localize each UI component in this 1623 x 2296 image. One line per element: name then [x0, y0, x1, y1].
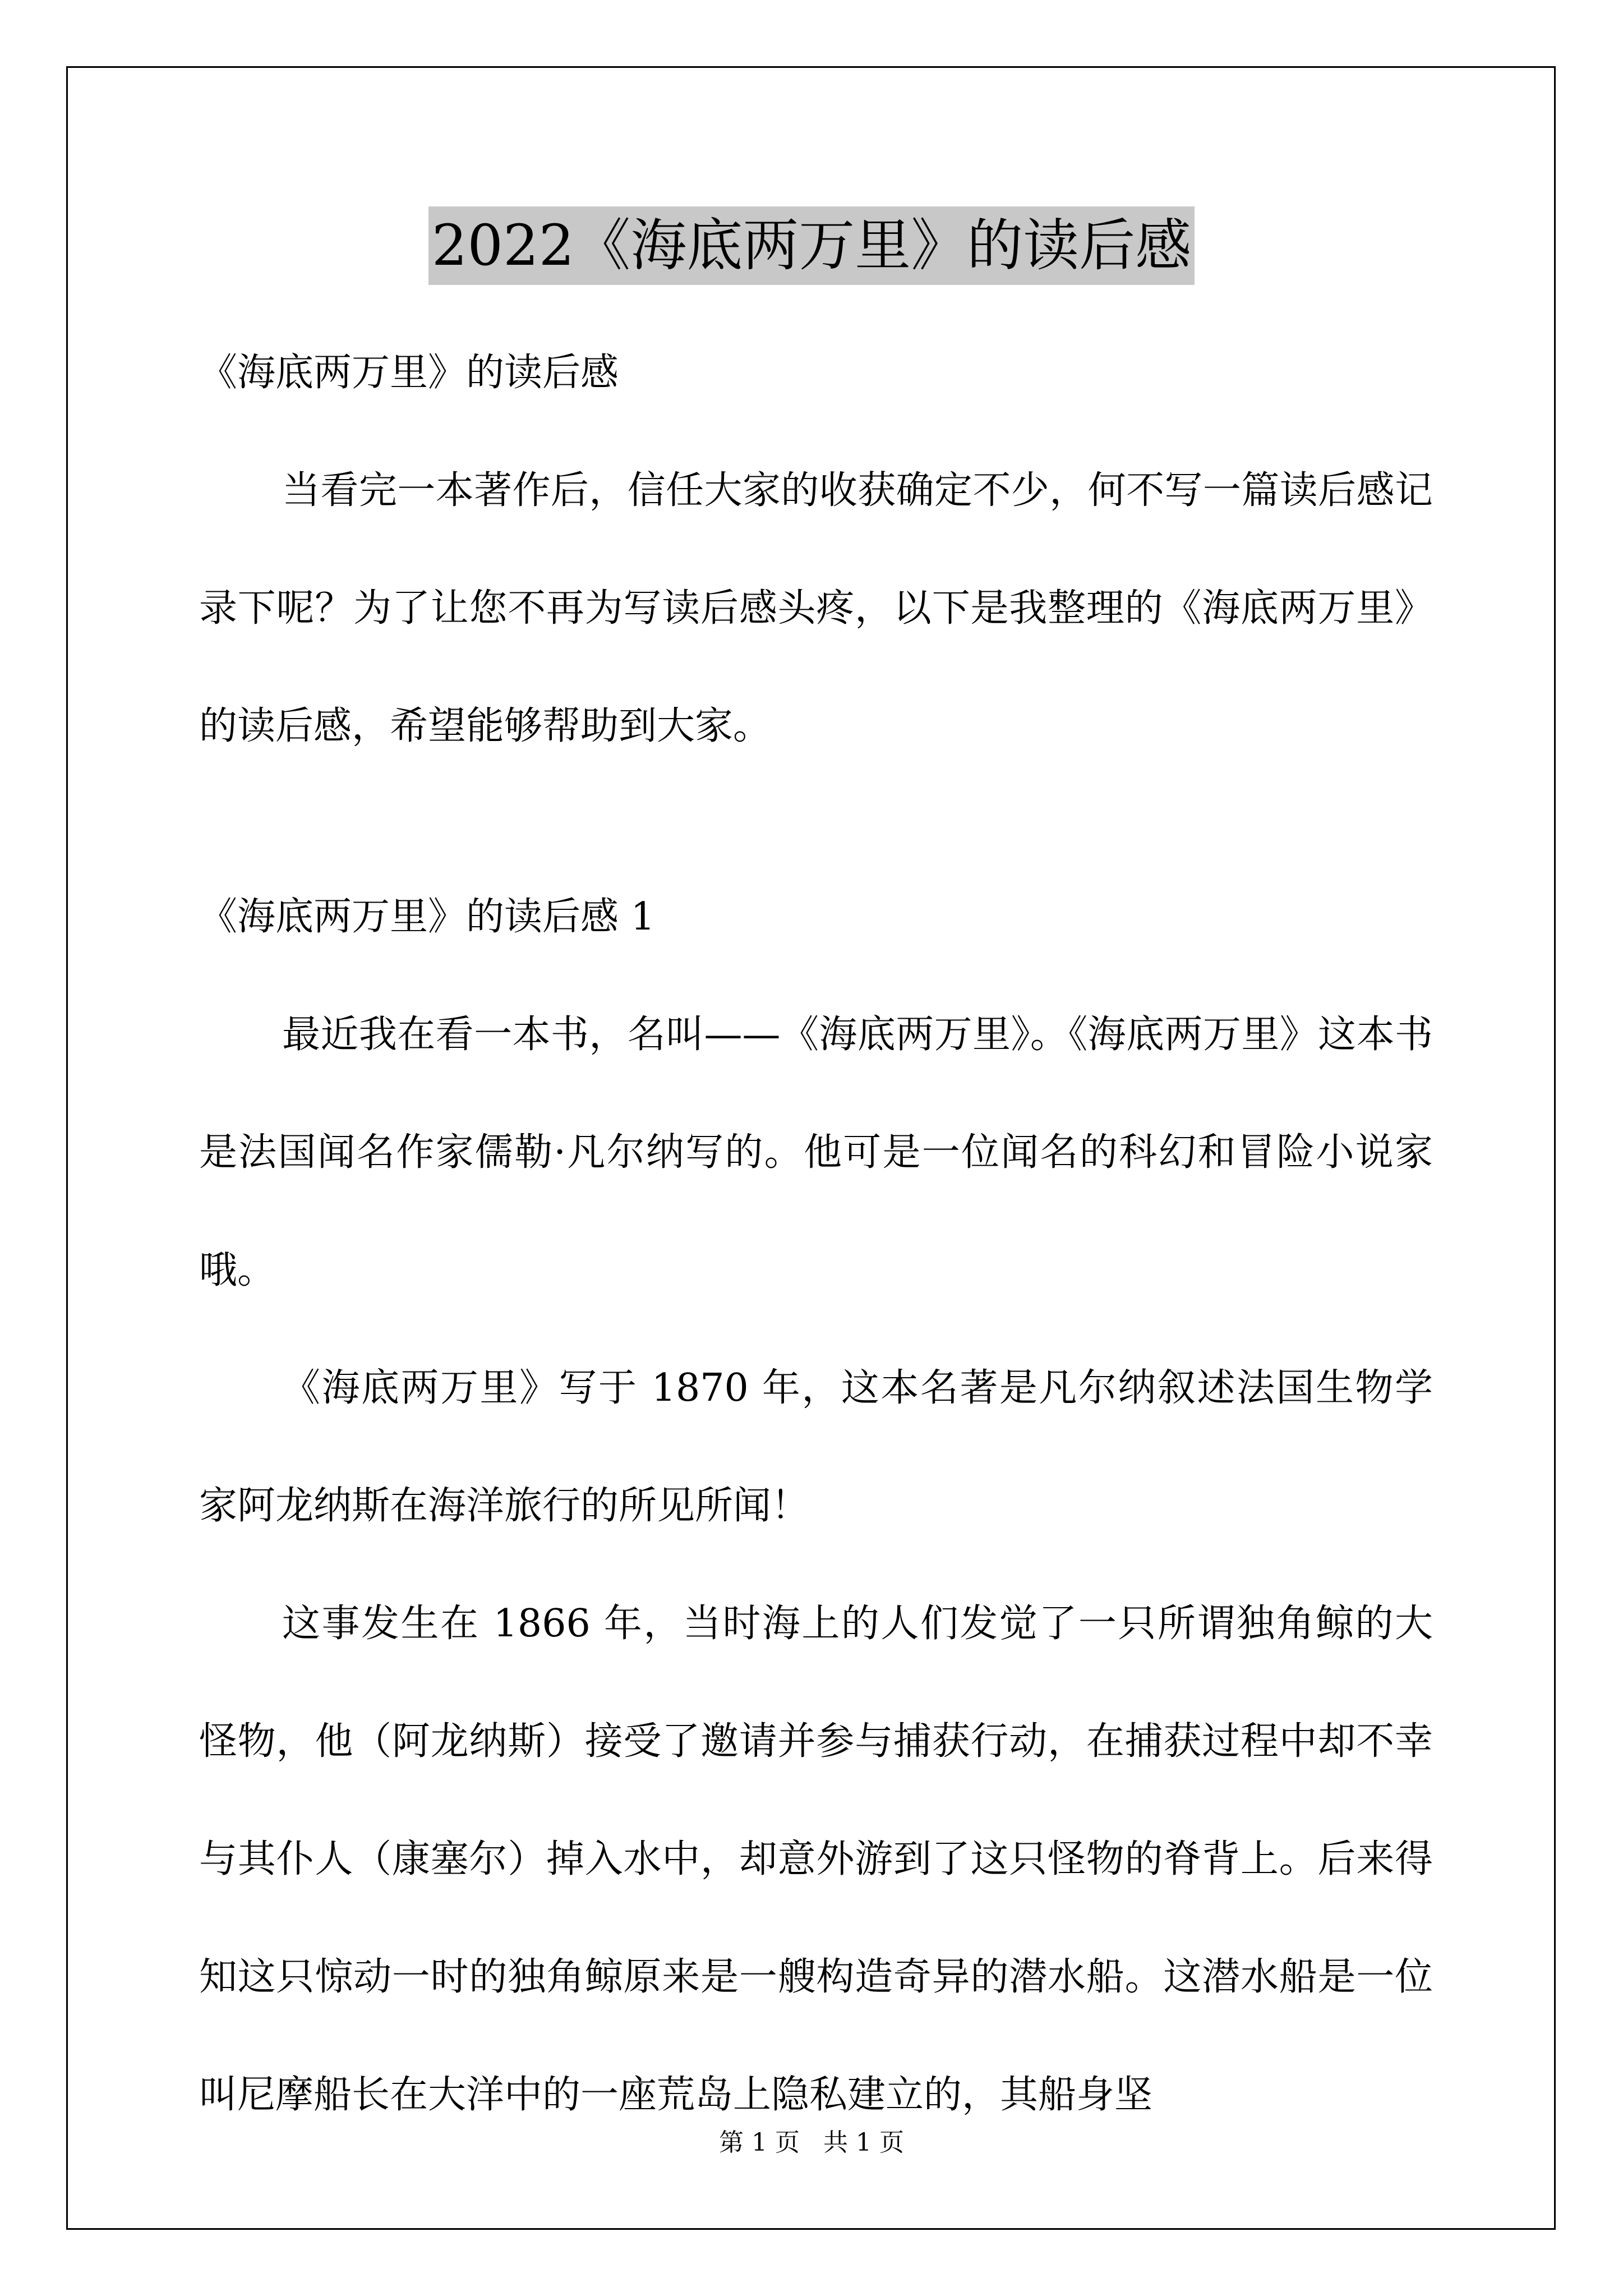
document-title: 2022《海底两万里》的读后感 — [428, 206, 1195, 285]
subtitle-heading: 《海底两万里》的读后感 — [199, 351, 619, 395]
body-paragraph-1: 最近我在看一本书，名叫——《海底两万里》。《海底两万里》这本书是法国闻名作家儒勒·凡尔纳写的。他可是一位闻名的科幻和冒险小说家哦。 — [199, 1013, 1433, 1292]
section-heading: 《海底两万里》的读后感 1 — [199, 895, 655, 939]
section-spacer — [199, 785, 1433, 858]
intro-paragraph: 当看完一本著作后，信任大家的收获确定不少，何不写一篇读后感记录下呢？为了让您不再为写读后感头疼，以下是我整理的《海底两万里》的读后感，希望能够帮助到大家。 — [199, 468, 1433, 748]
body-paragraph-3: 这事发生在 1866 年，当时海上的人们发觉了一只所谓独角鲸的大怪物，他（阿龙纳斯）接受了邀请并参与捕获行动，在捕获过程中却不幸与其仆人（康塞尔）掉入水中，却意外游到了这只怪物的脊背上。后来得知这只惊动一时的独角鲸原来是一艘构造奇异的潜水船。这潜水船是一位叫尼摩船长在大洋中的一座荒岛上隐私建立的，其船身坚 — [199, 1602, 1433, 2117]
document-body — [199, 314, 1433, 2154]
title-container — [0, 206, 1623, 285]
body-paragraph-2: 《海底两万里》写于 1870 年，这本名著是凡尔纳叙述法国生物学家阿龙纳斯在海洋旅行的所见所闻！ — [199, 1366, 1433, 1528]
page-footer: 第 1 页 共 1 页 — [719, 2128, 904, 2157]
